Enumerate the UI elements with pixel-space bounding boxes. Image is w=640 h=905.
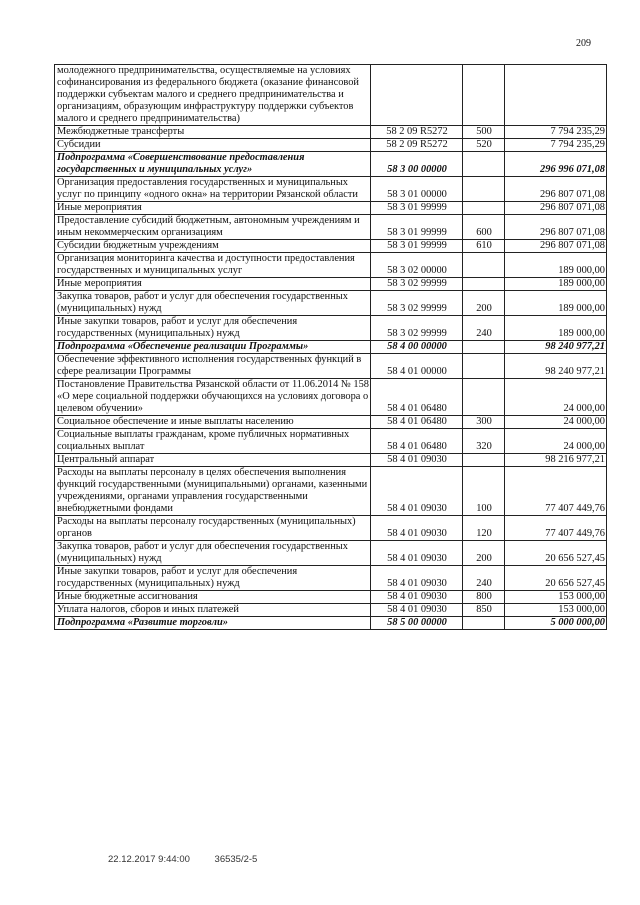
- row-type: [463, 202, 505, 215]
- row-type: [463, 354, 505, 379]
- table-row: [55, 177, 607, 202]
- row-code: 58 3 01 99999: [371, 240, 463, 253]
- table-row: [55, 516, 607, 541]
- row-amount: [505, 65, 607, 126]
- row-code: 58 4 01 09030: [371, 516, 463, 541]
- row-name: Расходы на выплаты персоналу в целях обеспечения выполнения функций государственными (муниципальными) органами, казенными учреждениями, органами управления государственными внебюджетными фондами: [55, 467, 371, 516]
- row-type: 500: [463, 126, 505, 139]
- row-amount: 24 000,00: [505, 429, 607, 454]
- footer-doc-id: 36535/2-5: [214, 854, 258, 865]
- row-name: Социальные выплаты гражданам, кроме публичных нормативных социальных выплат: [55, 429, 371, 454]
- table-row: [55, 467, 607, 516]
- table-row: [55, 416, 607, 429]
- row-amount: 77 407 449,76: [505, 516, 607, 541]
- row-name: Уплата налогов, сборов и иных платежей: [55, 604, 371, 617]
- table-row: [55, 126, 607, 139]
- row-code: 58 5 00 00000: [371, 617, 463, 630]
- table-row: [55, 278, 607, 291]
- table-row: [55, 617, 607, 630]
- row-type: 300: [463, 416, 505, 429]
- row-type: 320: [463, 429, 505, 454]
- row-name: молодежного предпринимательства, осуществляемые на условиях софинансирования из федерального бюджета (оказание финансовой поддержки субъектам малого и среднего предпринимательства и организациям, образующим инфраструктуру поддержки субъектов малого и среднего предпринимательства): [55, 65, 371, 126]
- row-type: [463, 278, 505, 291]
- row-amount: 153 000,00: [505, 604, 607, 617]
- footer-timestamp: 22.12.2017 9:44:00: [108, 854, 190, 865]
- row-type: [463, 65, 505, 126]
- row-code: 58 3 01 00000: [371, 177, 463, 202]
- table-row: [55, 604, 607, 617]
- row-code: 58 4 01 09030: [371, 541, 463, 566]
- row-type: 100: [463, 467, 505, 516]
- row-type: [463, 152, 505, 177]
- row-name: Подпрограмма «Развитие торговли»: [55, 617, 371, 630]
- row-amount: 296 807 071,08: [505, 177, 607, 202]
- row-name: Подпрограмма «Обеспечение реализации Программы»: [55, 341, 371, 354]
- row-amount: 98 240 977,21: [505, 341, 607, 354]
- row-amount: 189 000,00: [505, 253, 607, 278]
- row-amount: 7 794 235,29: [505, 126, 607, 139]
- row-code: 58 4 01 09030: [371, 591, 463, 604]
- table-row: [55, 291, 607, 316]
- page-number: 209: [576, 38, 591, 49]
- table-row: [55, 316, 607, 341]
- row-type: [463, 177, 505, 202]
- row-code: 58 4 01 09030: [371, 566, 463, 591]
- table-row: [55, 202, 607, 215]
- row-name: Подпрограмма «Совершенствование предоставления государственных и муниципальных услуг»: [55, 152, 371, 177]
- row-name: Субсидии бюджетным учреждениям: [55, 240, 371, 253]
- row-code: 58 3 02 99999: [371, 291, 463, 316]
- table-row: [55, 541, 607, 566]
- table-row: [55, 379, 607, 416]
- footer: [108, 854, 257, 865]
- table-row: [55, 253, 607, 278]
- row-name: Иные мероприятия: [55, 278, 371, 291]
- row-code: 58 2 09 R5272: [371, 126, 463, 139]
- row-type: [463, 253, 505, 278]
- table-row: [55, 566, 607, 591]
- row-amount: 77 407 449,76: [505, 467, 607, 516]
- row-code: 58 4 01 06480: [371, 379, 463, 416]
- row-amount: 296 996 071,08: [505, 152, 607, 177]
- row-code: 58 3 00 00000: [371, 152, 463, 177]
- row-name: Расходы на выплаты персоналу государственных (муниципальных) органов: [55, 516, 371, 541]
- row-name: Организация мониторинга качества и доступности предоставления государственных и муниципальных услуг: [55, 253, 371, 278]
- row-type: [463, 379, 505, 416]
- row-amount: 24 000,00: [505, 416, 607, 429]
- table-row: [55, 591, 607, 604]
- table-row: [55, 65, 607, 126]
- row-name: Предоставление субсидий бюджетным, автономным учреждениям и иным некоммерческим организациям: [55, 215, 371, 240]
- row-amount: 153 000,00: [505, 591, 607, 604]
- table-row: [55, 454, 607, 467]
- row-amount: 5 000 000,00: [505, 617, 607, 630]
- row-type: 240: [463, 316, 505, 341]
- row-name: Субсидии: [55, 139, 371, 152]
- row-name: Иные мероприятия: [55, 202, 371, 215]
- row-amount: 189 000,00: [505, 316, 607, 341]
- row-code: 58 4 01 00000: [371, 354, 463, 379]
- row-amount: 296 807 071,08: [505, 215, 607, 240]
- row-type: 240: [463, 566, 505, 591]
- row-name: Иные закупки товаров, работ и услуг для обеспечения государственных (муниципальных) нужд: [55, 316, 371, 341]
- row-code: 58 3 02 99999: [371, 278, 463, 291]
- row-code: 58 4 00 00000: [371, 341, 463, 354]
- row-code: 58 3 01 99999: [371, 215, 463, 240]
- row-code: 58 2 09 R5272: [371, 139, 463, 152]
- budget-table: [54, 64, 607, 630]
- row-code: 58 4 01 09030: [371, 604, 463, 617]
- row-name: Постановление Правительства Рязанской области от 11.06.2014 № 158 «О мере социальной поддержки обучающихся на условиях договора о целевом обучении»: [55, 379, 371, 416]
- row-amount: 296 807 071,08: [505, 240, 607, 253]
- table-row: [55, 139, 607, 152]
- row-type: 520: [463, 139, 505, 152]
- row-name: Иные бюджетные ассигнования: [55, 591, 371, 604]
- row-name: Обеспечение эффективного исполнения государственных функций в сфере реализации Программы: [55, 354, 371, 379]
- row-type: 200: [463, 541, 505, 566]
- row-type: 610: [463, 240, 505, 253]
- table-row: [55, 215, 607, 240]
- row-code: 58 3 02 00000: [371, 253, 463, 278]
- row-name: Центральный аппарат: [55, 454, 371, 467]
- table-row: [55, 152, 607, 177]
- row-code: 58 4 01 09030: [371, 467, 463, 516]
- table-row: [55, 341, 607, 354]
- row-code: 58 3 02 99999: [371, 316, 463, 341]
- row-amount: 24 000,00: [505, 379, 607, 416]
- row-name: Закупка товаров, работ и услуг для обеспечения государственных (муниципальных) нужд: [55, 291, 371, 316]
- row-amount: 189 000,00: [505, 291, 607, 316]
- row-code: 58 3 01 99999: [371, 202, 463, 215]
- row-name: Социальное обеспечение и иные выплаты населению: [55, 416, 371, 429]
- row-amount: 189 000,00: [505, 278, 607, 291]
- row-amount: 98 216 977,21: [505, 454, 607, 467]
- budget-table-body: [55, 65, 607, 630]
- row-type: [463, 617, 505, 630]
- row-type: 600: [463, 215, 505, 240]
- row-code: 58 4 01 06480: [371, 429, 463, 454]
- row-name: Организация предоставления государственных и муниципальных услуг по принципу «одного окна» на территории Рязанской области: [55, 177, 371, 202]
- row-name: Закупка товаров, работ и услуг для обеспечения государственных (муниципальных) нужд: [55, 541, 371, 566]
- row-amount: 296 807 071,08: [505, 202, 607, 215]
- row-type: [463, 341, 505, 354]
- row-code: 58 4 01 09030: [371, 454, 463, 467]
- table-row: [55, 240, 607, 253]
- row-type: [463, 454, 505, 467]
- row-amount: 20 656 527,45: [505, 566, 607, 591]
- row-amount: 20 656 527,45: [505, 541, 607, 566]
- row-amount: 7 794 235,29: [505, 139, 607, 152]
- row-type: 800: [463, 591, 505, 604]
- table-row: [55, 429, 607, 454]
- row-type: 200: [463, 291, 505, 316]
- row-amount: 98 240 977,21: [505, 354, 607, 379]
- row-type: 850: [463, 604, 505, 617]
- row-name: Иные закупки товаров, работ и услуг для обеспечения государственных (муниципальных) нужд: [55, 566, 371, 591]
- table-row: [55, 354, 607, 379]
- row-name: Межбюджетные трансферты: [55, 126, 371, 139]
- row-type: 120: [463, 516, 505, 541]
- row-code: 58 4 01 06480: [371, 416, 463, 429]
- row-code: [371, 65, 463, 126]
